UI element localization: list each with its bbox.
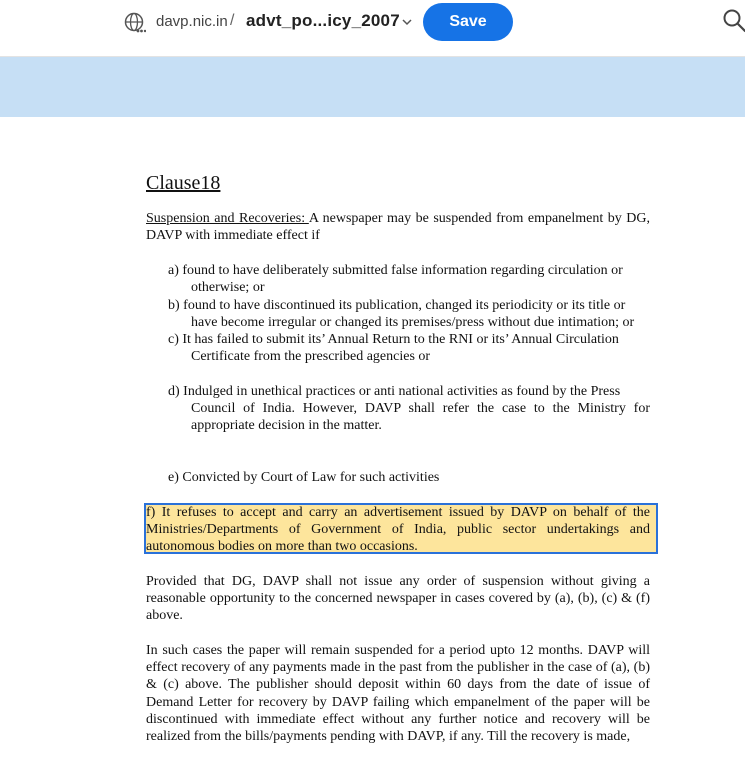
item-a-cont: otherwise; or [191,280,265,296]
list-item-b [168,297,650,331]
highlighted-item-f[interactable]: f) It refuses to accept and carry an advertisement issued by DAVP on behalf of the Ministries/Departments of Government of India, public sector undertakings and autonomous bodies on more than two occasions. [146,505,650,555]
site-globe-icon[interactable] [124,12,146,34]
path-separator: / [230,12,235,29]
pdf-page [0,118,745,777]
save-button[interactable]: Save [423,3,513,41]
list-item-c [168,331,650,365]
item-d-cont: Council of India. However, DAVP shall refer the case to the Ministry for appropriate decision in the matter. [191,401,650,434]
item-a-line: a) found to have deliberately submitted false information regarding circulation or [168,263,623,278]
list-item-e [168,469,650,486]
search-icon[interactable] [722,8,745,34]
site-domain[interactable]: davp.nic.in [156,13,228,30]
clause-title: Clause18 [146,172,221,194]
item-c-cont: Certificate from the prescribed agencies or [191,349,431,365]
intro-paragraph [146,210,650,244]
list-item-a [168,262,650,296]
proviso-paragraph: Provided that DG, DAVP shall not issue any order of suspension without giving a reasonable opportunity to the concerned newspaper in cases covered by (a), (b), (c) & (f) above. [146,574,650,624]
item-e-line: e) Convicted by Court of Law for such activities [168,470,440,485]
item-d-line: d) Indulged in unethical practices or anti national activities as found by the Press [168,384,621,399]
item-b-cont: have become irregular or changed its premises/press without due intimation; or [191,315,635,331]
browser-toolbar [0,0,745,57]
intro-heading: Suspension and Recoveries: [146,211,309,226]
file-name[interactable]: advt_po...icy_2007 [246,11,400,30]
item-b-line: b) found to have discontinued its publication, changed its periodicity or its title or [168,298,626,313]
item-c-line: c) It has failed to submit its’ Annual Return to the RNI or its’ Annual Circulation [168,332,619,347]
chevron-down-icon[interactable] [401,16,413,28]
intro-text: A newspaper may be suspended from empanelment by DG, DAVP with immediate effect if [146,211,650,244]
recovery-paragraph: In such cases the paper will remain suspended for a period upto 12 months. DAVP will effect recovery of any payments made in the past from the publisher in the case of (a), (b) & (c) above. The publisher should deposit within 60 days from the date of issue of Demand Letter for recovery by DAVP failing which empanelment of the paper will be discontinued with immediate effect without any further notice and recovery will be realized from the bills/payments pending with DAVP, if any. Till the recovery is made, [146,643,650,745]
list-item-d [168,383,650,435]
toolbar-band [0,57,745,117]
